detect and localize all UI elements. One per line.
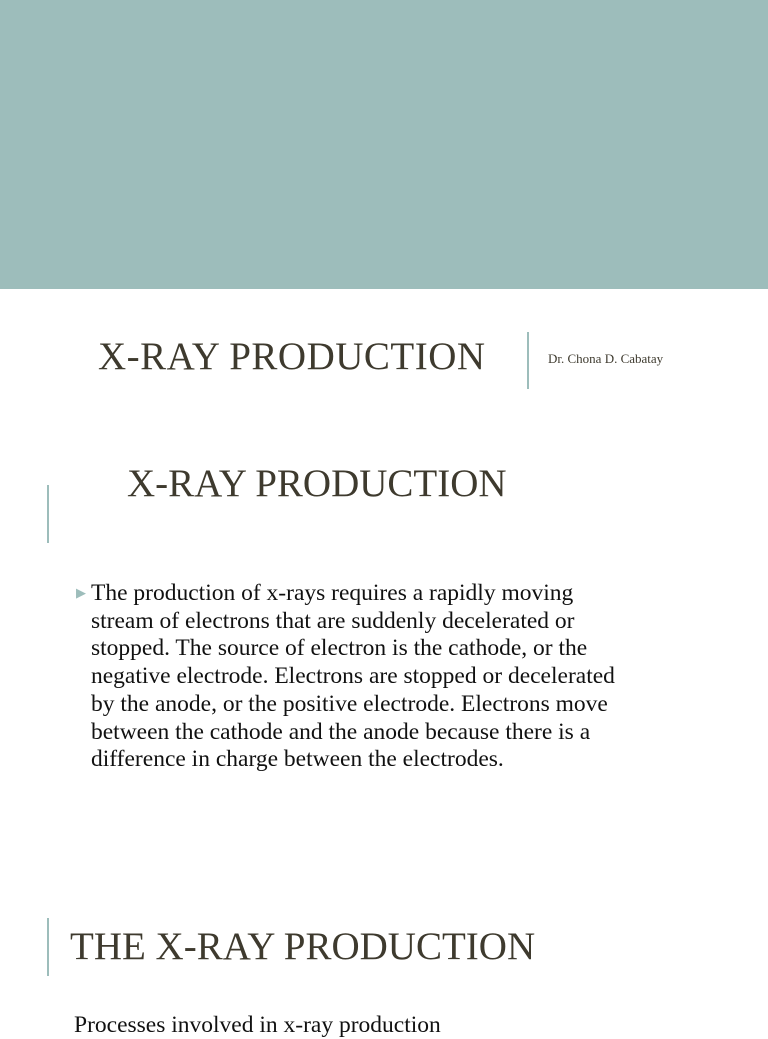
author-name: Dr. Chona D. Cabatay <box>548 351 664 366</box>
section-title: X-RAY PRODUCTION <box>127 462 507 505</box>
accent-bar <box>47 485 49 543</box>
accent-bar <box>47 918 49 976</box>
paragraph-line: The production of x-rays requires a rapidly moving <box>91 580 574 606</box>
section-title: THE X-RAY PRODUCTION <box>70 925 536 968</box>
bullet-paragraph <box>91 580 686 774</box>
paragraph-line: stopped. The source of electron is the cathode, or the <box>91 635 588 662</box>
paragraph-line: negative electrode. Electrons are stopped or decelerated <box>91 663 615 690</box>
bullet-triangle-icon: ▶ <box>76 585 86 600</box>
paragraph-line: by the anode, or the positive electrode. Electrons move <box>91 690 608 717</box>
title-divider <box>527 332 529 389</box>
paragraph-line: difference in charge between the electrodes. <box>91 746 504 773</box>
paragraph-line: stream of electrons that are suddenly decelerated or <box>91 607 575 634</box>
partial-body-text: Processes involved in x-ray production <box>74 1012 441 1038</box>
paragraph-line: between the cathode and the anode because there is a <box>91 718 591 745</box>
title-banner <box>0 0 768 289</box>
slide-title: X-RAY PRODUCTION <box>98 335 486 378</box>
